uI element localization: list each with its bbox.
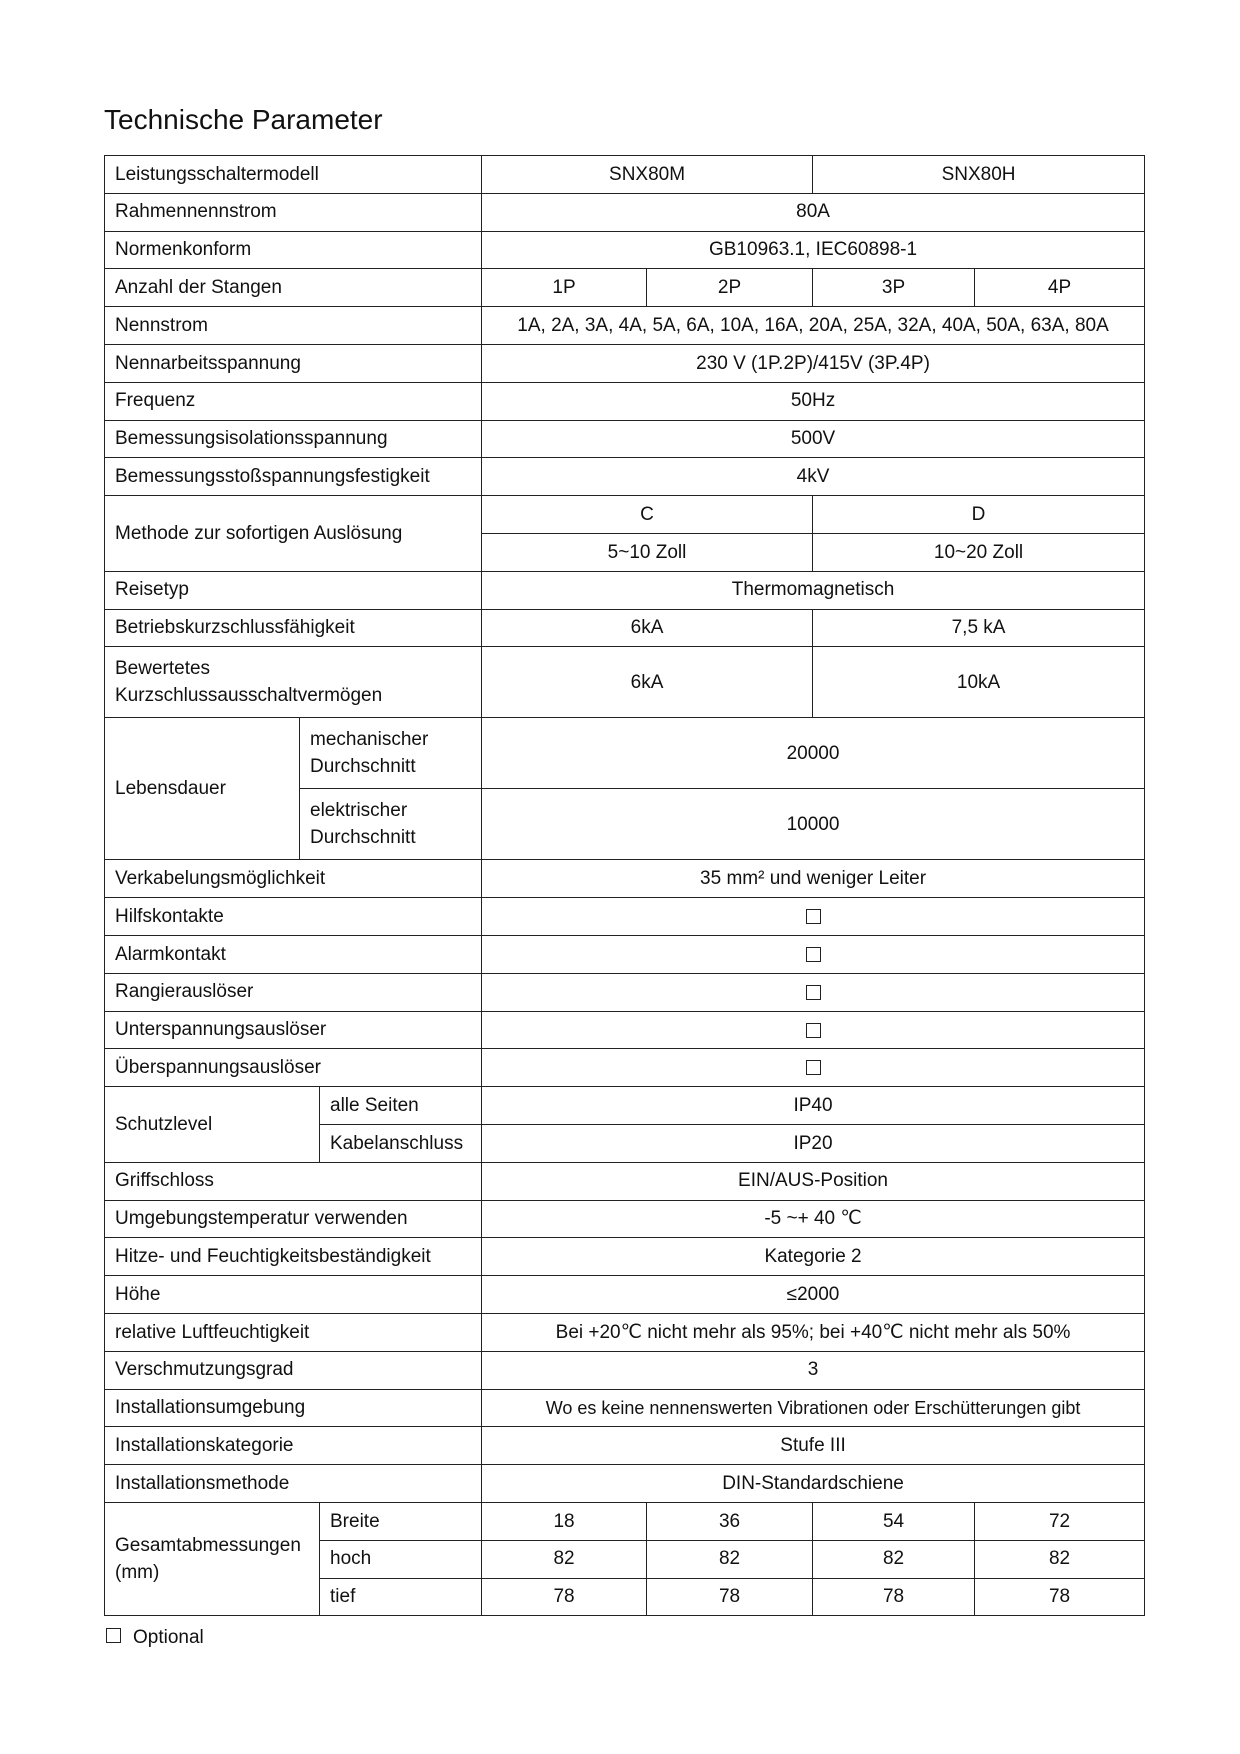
cell-value: C [482, 496, 813, 534]
row-label: Frequenz [105, 382, 482, 420]
cell-value: 78 [647, 1578, 813, 1616]
sub-label: Breite [320, 1502, 482, 1540]
row-label: Höhe [105, 1276, 482, 1314]
row-label: Installationsmethode [105, 1465, 482, 1503]
cell-value: Bei +20℃ nicht mehr als 95%; bei +40℃ nicht mehr als 50% [482, 1313, 1145, 1351]
cell-value: GB10963.1, IEC60898-1 [482, 231, 1145, 269]
table-row [105, 382, 1145, 420]
table-row [105, 1049, 1145, 1087]
table-row [105, 420, 1145, 458]
cell-value: -5 ~+ 40 ℃ [482, 1200, 1145, 1238]
row-label: Betriebskurzschlussfähigkeit [105, 609, 482, 647]
sub-label: tief [320, 1578, 482, 1616]
cell-value: 82 [647, 1540, 813, 1578]
cell-value: 1P [482, 269, 647, 307]
row-label: Anzahl der Stangen [105, 269, 482, 307]
table-row [105, 156, 1145, 194]
row-label: Gesamtabmessungen (mm) [105, 1502, 320, 1615]
row-label: Bewertetes Kurzschlussausschaltvermögen [105, 647, 482, 718]
row-label: Hitze- und Feuchtigkeitsbeständigkeit [105, 1238, 482, 1276]
cell-value: 10~20 Zoll [813, 533, 1145, 571]
cell-value: ≤2000 [482, 1276, 1145, 1314]
optional-checkbox-icon [806, 1023, 821, 1038]
table-row [105, 1427, 1145, 1465]
spec-table [104, 155, 1145, 1616]
cell-value: SNX80M [482, 156, 813, 194]
cell-value: 10000 [482, 789, 1145, 860]
cell-value: 82 [482, 1540, 647, 1578]
cell-value: D [813, 496, 1145, 534]
sub-label: Kabelanschluss [320, 1124, 482, 1162]
cell-value: 78 [813, 1578, 975, 1616]
row-label: Methode zur sofortigen Auslösung [105, 496, 482, 572]
table-row [105, 935, 1145, 973]
cell-value: Thermomagnetisch [482, 571, 1145, 609]
table-row [105, 860, 1145, 898]
row-label: Hilfskontakte [105, 898, 482, 936]
cell-value [482, 1049, 1145, 1087]
cell-value: EIN/AUS-Position [482, 1162, 1145, 1200]
cell-value: Wo es keine nennenswerten Vibrationen oder Erschütterungen gibt [482, 1389, 1145, 1427]
row-label: Installationsumgebung [105, 1389, 482, 1427]
table-row [105, 1200, 1145, 1238]
cell-value: 72 [975, 1502, 1145, 1540]
cell-value [482, 1011, 1145, 1049]
table-row [105, 1502, 1145, 1540]
cell-value: 5~10 Zoll [482, 533, 813, 571]
table-row [105, 1351, 1145, 1389]
row-label: Bemessungsisolationsspannung [105, 420, 482, 458]
table-row [105, 973, 1145, 1011]
table-row [105, 1087, 1145, 1125]
cell-value: Kategorie 2 [482, 1238, 1145, 1276]
table-row [105, 1011, 1145, 1049]
row-label: Nennarbeitsspannung [105, 344, 482, 382]
table-row [105, 1465, 1145, 1503]
table-row [105, 1276, 1145, 1314]
table-row [105, 307, 1145, 345]
cell-value: 500V [482, 420, 1145, 458]
cell-value: 50Hz [482, 382, 1145, 420]
cell-value: 78 [975, 1578, 1145, 1616]
table-row [105, 898, 1145, 936]
cell-value: 2P [647, 269, 813, 307]
row-label: Griffschloss [105, 1162, 482, 1200]
row-label: Lebensdauer [105, 718, 300, 860]
cell-value: 35 mm² und weniger Leiter [482, 860, 1145, 898]
cell-value: 82 [813, 1540, 975, 1578]
row-label: Verschmutzungsgrad [105, 1351, 482, 1389]
cell-value: 6kA [482, 609, 813, 647]
cell-value: SNX80H [813, 156, 1145, 194]
table-row [105, 1389, 1145, 1427]
cell-value [482, 973, 1145, 1011]
cell-value: 230 V (1P.2P)/415V (3P.4P) [482, 344, 1145, 382]
row-label: Rahmennennstrom [105, 193, 482, 231]
cell-value: 82 [975, 1540, 1145, 1578]
cell-value [482, 935, 1145, 973]
cell-value: 54 [813, 1502, 975, 1540]
cell-value: 4kV [482, 458, 1145, 496]
cell-value: 1A, 2A, 3A, 4A, 5A, 6A, 10A, 16A, 20A, 25A, 32A, 40A, 50A, 63A, 80A [482, 307, 1145, 345]
table-row [105, 1238, 1145, 1276]
cell-value: 20000 [482, 718, 1145, 789]
row-label: Unterspannungsauslöser [105, 1011, 482, 1049]
cell-value: 36 [647, 1502, 813, 1540]
row-label: Schutzlevel [105, 1087, 320, 1163]
row-label: Verkabelungsmöglichkeit [105, 860, 482, 898]
page-title: Technische Parameter [104, 104, 383, 135]
cell-value: IP40 [482, 1087, 1145, 1125]
table-row [105, 344, 1145, 382]
row-label: Leistungsschaltermodell [105, 156, 482, 194]
sub-label: alle Seiten [320, 1087, 482, 1125]
cell-value: 18 [482, 1502, 647, 1540]
cell-value: 78 [482, 1578, 647, 1616]
table-row [105, 571, 1145, 609]
cell-value: 4P [975, 269, 1145, 307]
row-label: Normenkonform [105, 231, 482, 269]
table-row [105, 193, 1145, 231]
sub-label: mechanischer Durchschnitt [300, 718, 482, 789]
row-label: Rangierauslöser [105, 973, 482, 1011]
cell-value: 10kA [813, 647, 1145, 718]
table-row [105, 496, 1145, 534]
footnote-text: Optional [133, 1627, 204, 1648]
row-label: relative Luftfeuchtigkeit [105, 1313, 482, 1351]
row-label: Umgebungstemperatur verwenden [105, 1200, 482, 1238]
footnote [106, 1627, 204, 1649]
row-label: Alarmkontakt [105, 935, 482, 973]
cell-value: 80A [482, 193, 1145, 231]
row-label: Installationskategorie [105, 1427, 482, 1465]
cell-value: 7,5 kA [813, 609, 1145, 647]
cell-value: IP20 [482, 1124, 1145, 1162]
table-row [105, 1162, 1145, 1200]
optional-checkbox-icon [806, 985, 821, 1000]
optional-checkbox-icon [806, 909, 821, 924]
optional-checkbox-icon [806, 947, 821, 962]
table-row [105, 231, 1145, 269]
cell-value: Stufe III [482, 1427, 1145, 1465]
sub-label: elektrischer Durchschnitt [300, 789, 482, 860]
row-label: Reisetyp [105, 571, 482, 609]
table-row [105, 1313, 1145, 1351]
cell-value: 6kA [482, 647, 813, 718]
row-label: Nennstrom [105, 307, 482, 345]
cell-value [482, 898, 1145, 936]
table-row [105, 718, 1145, 789]
row-label: Bemessungsstoßspannungsfestigkeit [105, 458, 482, 496]
optional-checkbox-icon [806, 1060, 821, 1075]
row-label: Überspannungsauslöser [105, 1049, 482, 1087]
sub-label: hoch [320, 1540, 482, 1578]
optional-checkbox-icon [106, 1628, 121, 1643]
table-row [105, 458, 1145, 496]
cell-value: 3 [482, 1351, 1145, 1389]
cell-value: DIN-Standardschiene [482, 1465, 1145, 1503]
table-row [105, 647, 1145, 718]
table-row [105, 609, 1145, 647]
table-row [105, 269, 1145, 307]
cell-value: 3P [813, 269, 975, 307]
